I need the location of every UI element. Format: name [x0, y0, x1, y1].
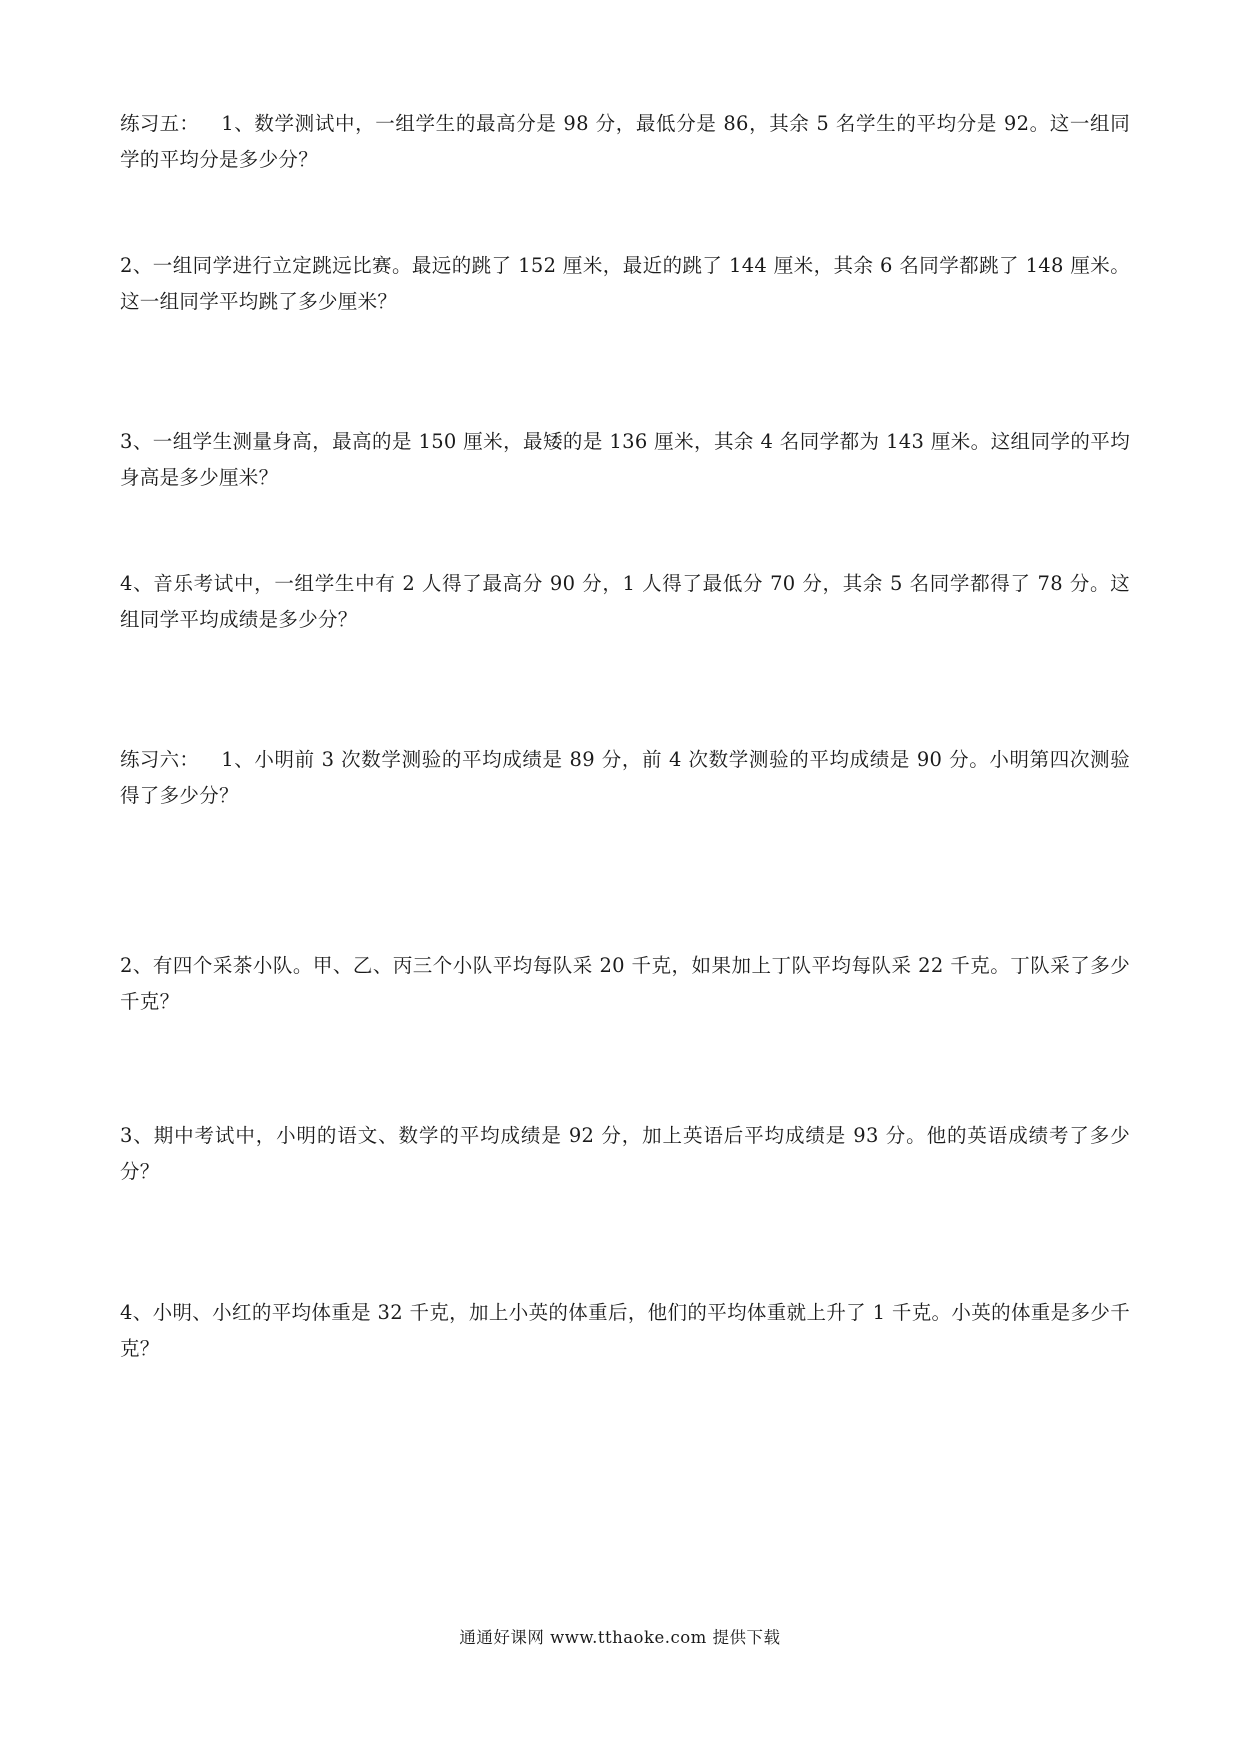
page-footer: 通通好课网 www.tthaoke.com 提供下载 — [459, 1628, 781, 1647]
section-6-problem-3 — [120, 1118, 1130, 1190]
section-5-problem-3 — [120, 424, 1130, 496]
section-5-label: 练习五： — [120, 112, 200, 135]
section-5-problem-4 — [120, 566, 1130, 638]
problem-text: 4、小明、小红的平均体重是 32 千克，加上小英的体重后，他们的平均体重就上升了 1 千克。小英的体重是多少千克？ — [120, 1301, 1130, 1360]
section-5-problem-1 — [120, 106, 1130, 178]
problem-text: 3、期中考试中，小明的语文、数学的平均成绩是 92 分，加上英语后平均成绩是 93 分。他的英语成绩考了多少分？ — [120, 1124, 1130, 1183]
problem-text: 2、一组同学进行立定跳远比赛。最远的跳了 152 厘米，最近的跳了 144 厘米，其余 6 名同学都跳了 148 厘米。这一组同学平均跳了多少厘米？ — [120, 254, 1130, 313]
section-6-label: 练习六： — [120, 748, 200, 771]
problem-text: 3、一组学生测量身高，最高的是 150 厘米，最矮的是 136 厘米，其余 4 名同学都为 143 厘米。这组同学的平均身高是多少厘米？ — [120, 430, 1130, 489]
problem-text: 1、小明前 3 次数学测验的平均成绩是 89 分，前 4 次数学测验的平均成绩是 90 分。小明第四次测验得了多少分？ — [120, 748, 1130, 807]
section-6-problem-4 — [120, 1295, 1130, 1367]
problem-text: 2、有四个采茶小队。甲、乙、丙三个小队平均每队采 20 千克，如果加上丁队平均每队采 22 千克。丁队采了多少千克？ — [120, 954, 1130, 1013]
problem-text: 4、音乐考试中，一组学生中有 2 人得了最高分 90 分，1 人得了最低分 70 分，其余 5 名同学都得了 78 分。这组同学平均成绩是多少分？ — [120, 572, 1130, 631]
section-5-problem-2 — [120, 248, 1130, 320]
section-6-problem-1 — [120, 742, 1130, 814]
section-6-problem-2 — [120, 948, 1130, 1020]
problem-text: 1、数学测试中，一组学生的最高分是 98 分，最低分是 86，其余 5 名学生的平均分是 92。这一组同学的平均分是多少分？ — [120, 112, 1130, 171]
